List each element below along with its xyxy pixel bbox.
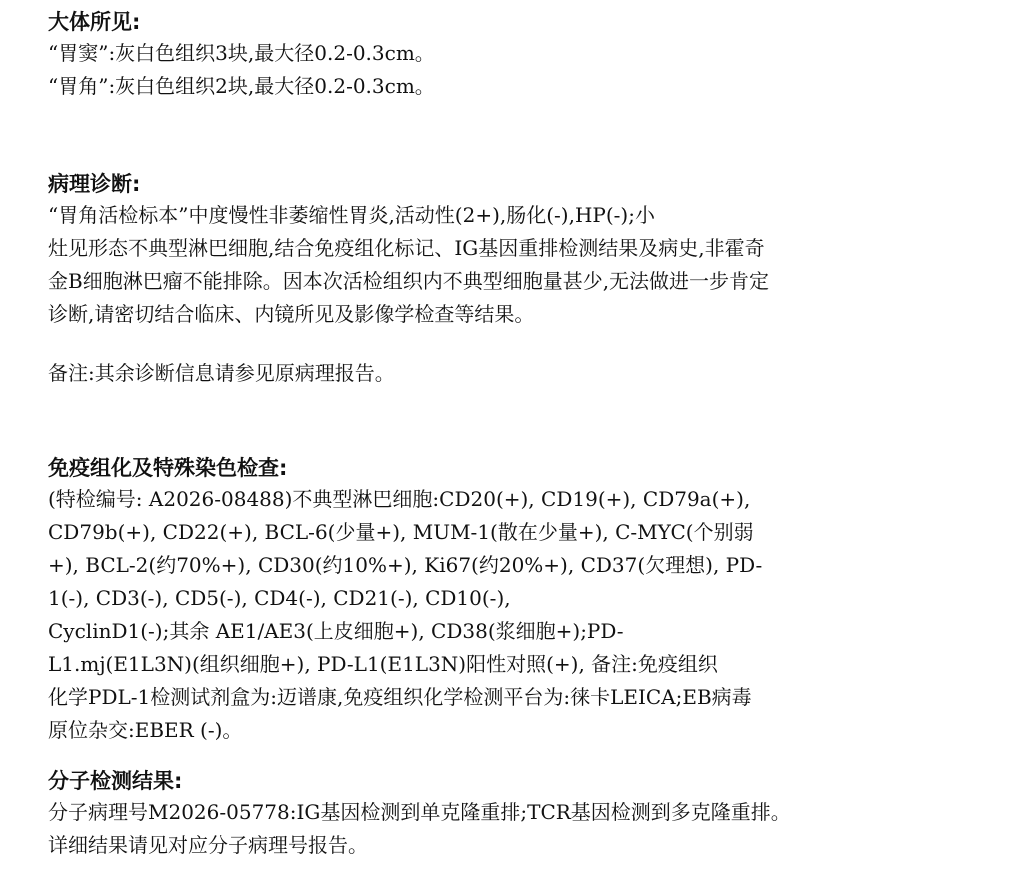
ihc-line: L1.mj(E1L3N)(组织细胞+), PD-L1(E1L3N)阳性对照(+), 备注:免疫组织 <box>48 652 718 676</box>
ihc-line: 1(-), CD3(-), CD5(-), CD4(-), CD21(-), CD10(-), <box>48 586 511 610</box>
ihc-line: 原位杂交:EBER (-)。 <box>48 718 243 742</box>
molecular-line: 分子病理号M2026-05778:IG基因检测到单克隆重排;TCR基因检测到多克隆重排。 <box>48 800 791 824</box>
diagnosis-line: 诊断,请密切结合临床、内镜所见及影像学检查等结果。 <box>48 302 535 326</box>
diagnosis-line: 灶见形态不典型淋巴细胞,结合免疫组化标记、IG基因重排检测结果及病史,非霍奇 <box>48 236 765 260</box>
ihc-line: (特检编号: A2026-08488)不典型淋巴细胞:CD20(+), CD19(+), CD79a(+), <box>48 487 751 511</box>
pathology-report <box>48 8 978 862</box>
ihc-section <box>48 454 978 747</box>
ihc-line: +), BCL-2(约70%+), CD30(约10%+), Ki67(约20%+), CD37(欠理想), PD- <box>48 553 763 577</box>
ihc-title: 免疫组化及特殊染色检查: <box>48 456 288 480</box>
molecular-section <box>48 767 978 862</box>
diagnosis-section <box>48 170 978 331</box>
ihc-line: CD79b(+), CD22(+), BCL-6(少量+), MUM-1(散在少量+), C-MYC(个别弱 <box>48 520 754 544</box>
ihc-line: CyclinD1(-);其余 AE1/AE3(上皮细胞+), CD38(浆细胞+);PD- <box>48 619 624 643</box>
gross-line: “胃窦”:灰白色组织3块,最大径0.2-0.3cm。 <box>48 41 435 65</box>
note-text: 备注:其余诊断信息请参见原病理报告。 <box>48 361 395 385</box>
note-section <box>48 357 978 390</box>
diagnosis-title: 病理诊断: <box>48 172 141 196</box>
diagnosis-line: “胃角活检标本”中度慢性非萎缩性胃炎,活动性(2+),肠化(-),HP(-);小 <box>48 203 655 227</box>
molecular-line: 详细结果请见对应分子病理号报告。 <box>48 833 368 857</box>
molecular-title: 分子检测结果: <box>48 769 183 793</box>
diagnosis-line: 金B细胞淋巴瘤不能排除。因本次活检组织内不典型细胞量甚少,无法做进一步肯定 <box>48 269 770 293</box>
gross-line: “胃角”:灰白色组织2块,最大径0.2-0.3cm。 <box>48 74 435 98</box>
gross-findings-title: 大体所见: <box>48 10 141 34</box>
ihc-line: 化学PDL-1检测试剂盒为:迈谱康,免疫组织化学检测平台为:徕卡LEICA;EB病毒 <box>48 685 752 709</box>
gross-findings-section <box>48 8 978 103</box>
